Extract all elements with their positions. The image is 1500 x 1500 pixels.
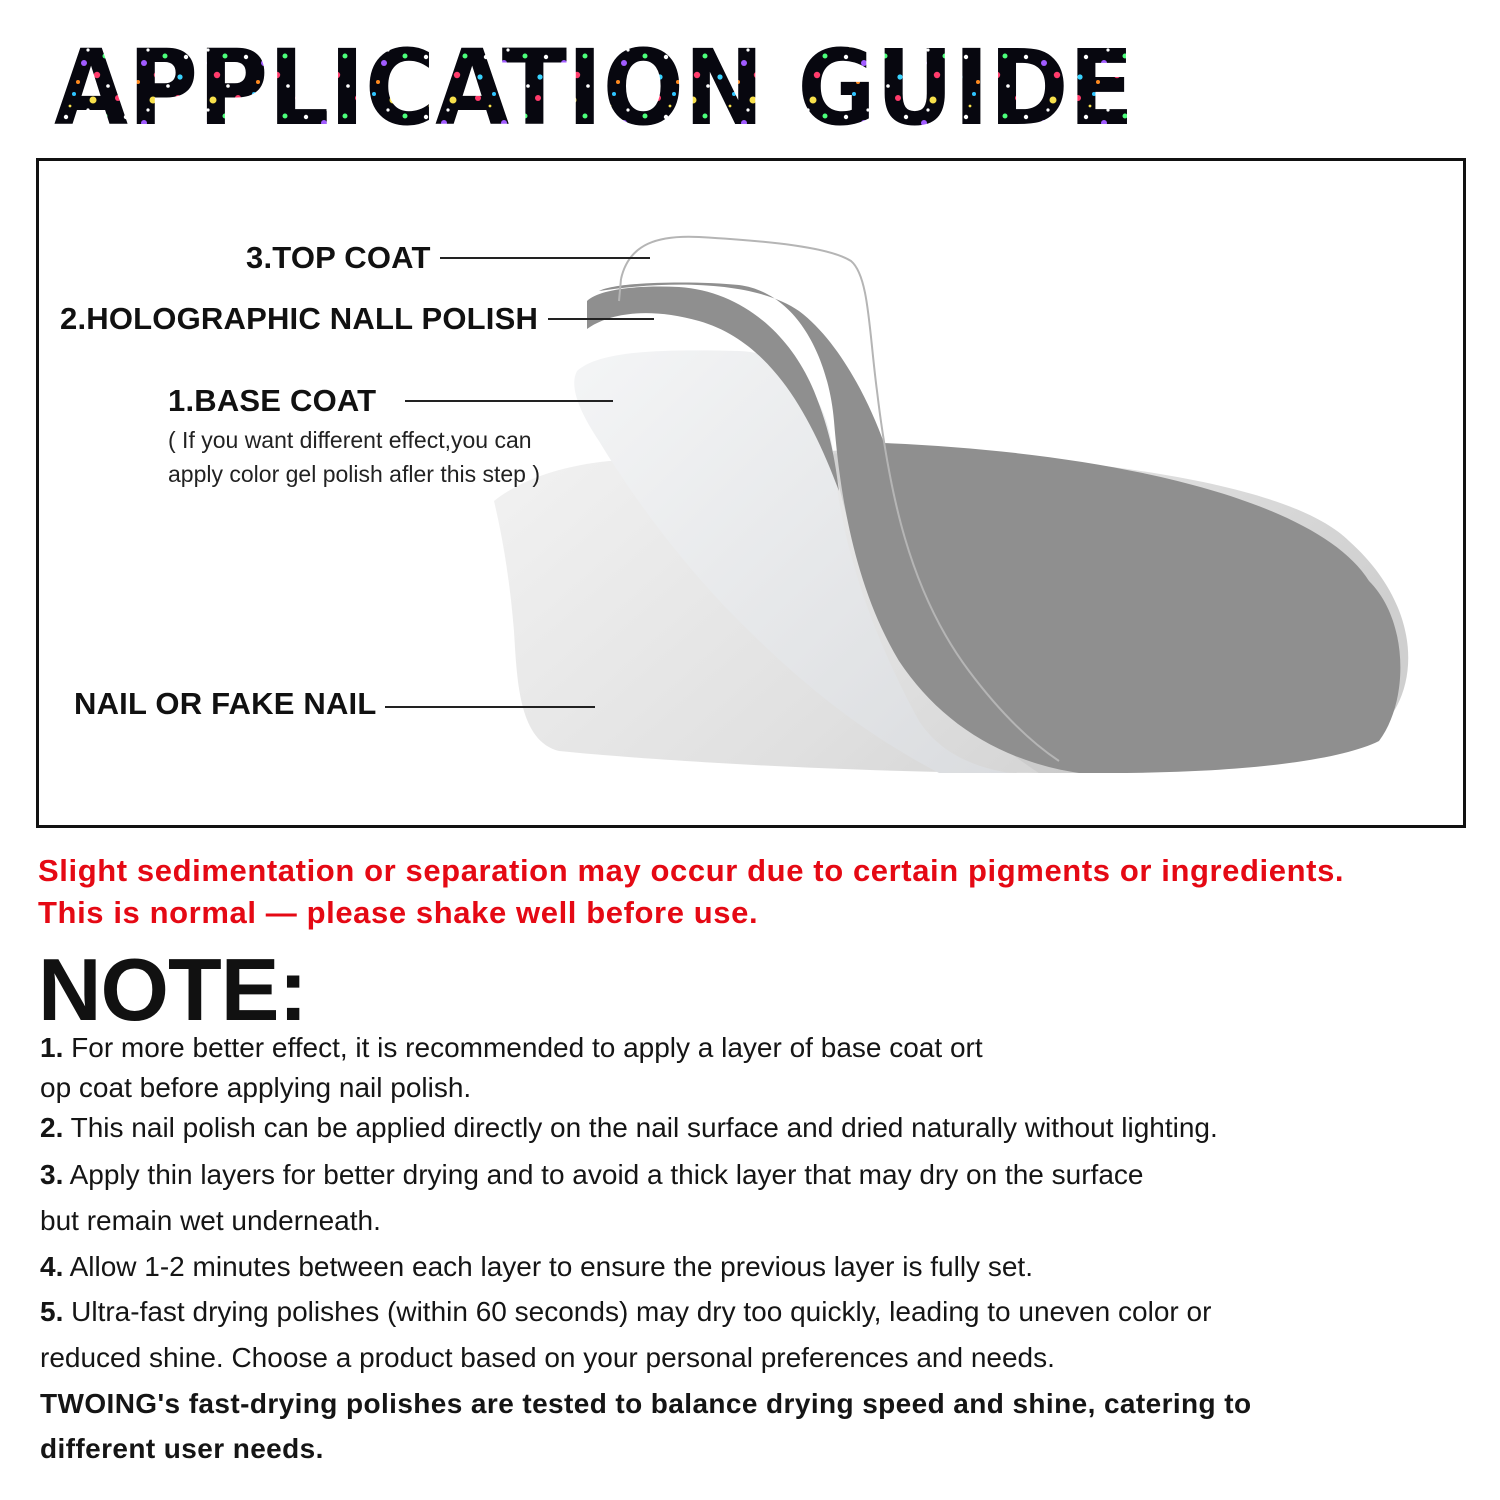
note-number: 3. [40,1159,64,1190]
base-coat-note-line1: ( If you want different effect,you can [168,427,532,453]
leader-polish [548,318,654,320]
note-number: 2. [40,1112,64,1143]
warning-line-2: This is normal — please shake well before use. [38,895,759,930]
label-nail: NAIL OR FAKE NAIL [74,686,377,721]
label-polish: 2.HOLOGRAPHIC NALL POLISH [60,301,539,336]
note-number: 5. [40,1296,64,1327]
title-text: APPLICATION GUIDE [54,30,1134,140]
label-base-coat: 1.BASE COAT [168,383,377,418]
warning-text [38,850,1478,934]
base-coat-note-line2: apply color gel polish afler this step ) [168,461,541,487]
note-text: Apply thin layers for better drying and to avoid a thick layer that may dry on the surface [63,1159,1144,1190]
note-number: 4. [40,1251,64,1282]
label-top-coat: 3.TOP COAT [246,240,431,275]
note-item-2 [40,1112,1218,1144]
note-text: Ultra-fast drying polishes (within 60 seconds) may dry too quickly, leading to uneven color or [63,1296,1212,1327]
note-text: For more better effect, it is recommended to apply a layer of base coat ort [63,1032,983,1063]
leader-base-coat [405,400,613,402]
glitter-title-art [52,30,1152,140]
warning-line-1: Slight sedimentation or separation may occur due to certain pigments or ingredients. [38,853,1345,888]
closing-line-2: different user needs. [40,1433,324,1464]
leader-nail [385,706,595,708]
note-item-3 [40,1159,1143,1191]
closing-line-1: TWOING's fast-drying polishes are tested to balance drying speed and shine, catering to [40,1388,1252,1419]
note-item-3-cont: but remain wet underneath. [40,1205,381,1236]
note-text: This nail polish can be applied directly on the nail surface and dried naturally without lighting. [63,1112,1218,1143]
note-item-4 [40,1251,1033,1283]
note-heading: NOTE: [38,940,307,1039]
note-number: 1. [40,1032,64,1063]
note-text: Allow 1-2 minutes between each layer to ensure the previous layer is fully set. [63,1251,1033,1282]
page-title [52,30,1152,140]
note-item-5 [40,1296,1211,1328]
leader-top-coat [440,257,650,259]
note-item-1 [40,1032,983,1064]
note-item-5-cont: reduced shine. Choose a product based on your personal preferences and needs. [40,1342,1055,1373]
note-item-1-cont: op coat before applying nail polish. [40,1072,472,1103]
